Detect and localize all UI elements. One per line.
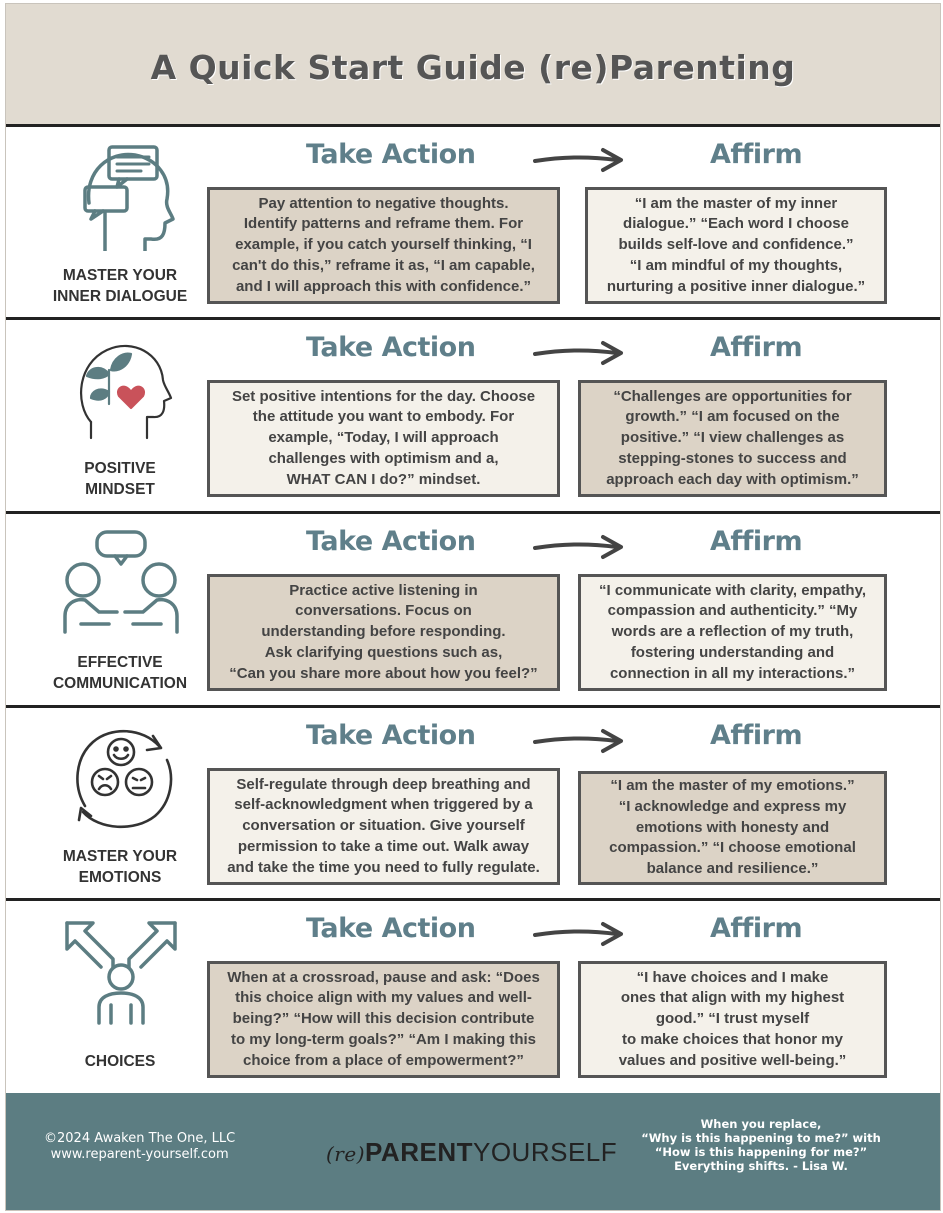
footer <box>6 1093 940 1210</box>
section-inner-dialogue <box>6 127 940 317</box>
section-label: POSITIVE MINDSET <box>84 460 156 498</box>
take-action-box: Self-regulate through deep breathing and self-acknowledgment when triggered by a conversation or situation. Give yourself permission to take a time out. Walk away and take the time you need to fully regulate. <box>207 768 560 885</box>
guide-page <box>5 3 941 1211</box>
section-label: CHOICES <box>84 1053 156 1070</box>
affirm-heading: Affirm <box>710 720 803 751</box>
copyright-line: ©2024 Awaken The One, LLC <box>44 1131 236 1146</box>
right-arrow-icon <box>531 340 626 366</box>
take-action-heading: Take Action <box>306 139 476 170</box>
head-leaves-heart-icon <box>61 334 181 444</box>
section-choices <box>6 901 940 1091</box>
head-speech-bubbles-icon <box>61 141 181 251</box>
section-label: MASTER YOUR INNER DIALOGUE <box>52 267 188 305</box>
affirm-box: “I am the master of my inner dialogue.” “Each word I choose builds self-love and confidence.” “I am mindful of my thoughts, nurturing a positive inner dialogue.” <box>585 187 887 304</box>
affirm-heading: Affirm <box>710 139 803 170</box>
take-action-box: Practice active listening in conversations. Focus on understanding before responding. Ask clarifying questions such as, “Can you share more about how you feel?” <box>207 574 560 691</box>
right-arrow-icon <box>531 921 626 947</box>
take-action-box: Pay attention to negative thoughts. Identify patterns and reframe them. For example, if you catch yourself thinking, “I can't do this,” reframe it as, “I am capable, and I will approach this with confidence.” <box>207 187 560 304</box>
section-label: MASTER YOUR EMOTIONS <box>62 848 178 886</box>
take-action-heading: Take Action <box>306 332 476 363</box>
right-arrow-icon <box>531 147 626 173</box>
take-action-heading: Take Action <box>306 526 476 557</box>
two-people-talking-icon <box>61 528 181 638</box>
affirm-box: “I communicate with clarity, empathy, compassion and authenticity.” “My words are a reflection of my truth, fostering understanding and connection in all my interactions.” <box>578 574 887 691</box>
take-action-heading: Take Action <box>306 913 476 944</box>
section-positive-mindset <box>6 320 940 510</box>
take-action-heading: Take Action <box>306 720 476 751</box>
affirm-heading: Affirm <box>710 332 803 363</box>
website-link[interactable]: www.reparent-yourself.com <box>50 1147 229 1162</box>
crossroad-arrows-person-icon <box>61 915 181 1025</box>
take-action-box: When at a crossroad, pause and ask: “Does this choice align with my values and well- being?” “How will this decision contribute to my long-term goals?” “Am I making this choice from a place of empowerment?” <box>207 961 560 1078</box>
affirm-box: “Challenges are opportunities for growth.” “I am focused on the positive.” “I view challenges as stepping-stones to success and approach each day with optimism.” <box>578 380 887 497</box>
right-arrow-icon <box>531 728 626 754</box>
page-title: A Quick Start Guide (re)Parenting <box>150 47 796 87</box>
right-arrow-icon <box>531 534 626 560</box>
affirm-box: “I am the master of my emotions.” “I acknowledge and express my emotions with honesty and compassion.” “I choose emotional balance and resilience.” <box>578 771 887 885</box>
section-label: EFFECTIVE COMMUNICATION <box>52 654 188 692</box>
emotion-faces-cycle-icon <box>61 722 181 832</box>
section-effective-communication <box>6 514 940 704</box>
footer-quote: When you replace, “Why is this happening to me?” with “How is this happening for me?” Everything shifts. - Lisa W. <box>641 1117 881 1173</box>
section-master-emotions <box>6 708 940 898</box>
take-action-box: Set positive intentions for the day. Choose the attitude you want to embody. For example, “Today, I will approach challenges with optimism and a, WHAT CAN I do?” mindset. <box>207 380 560 497</box>
affirm-heading: Affirm <box>710 913 803 944</box>
copyright <box>44 1131 235 1163</box>
header-banner <box>6 4 940 124</box>
brand-logo: (re)PARENTYOURSELF <box>326 1137 618 1167</box>
affirm-heading: Affirm <box>710 526 803 557</box>
affirm-box: “I have choices and I make ones that align with my highest good.” “I trust myself to make choices that honor my values and positive well-being.” <box>578 961 887 1078</box>
